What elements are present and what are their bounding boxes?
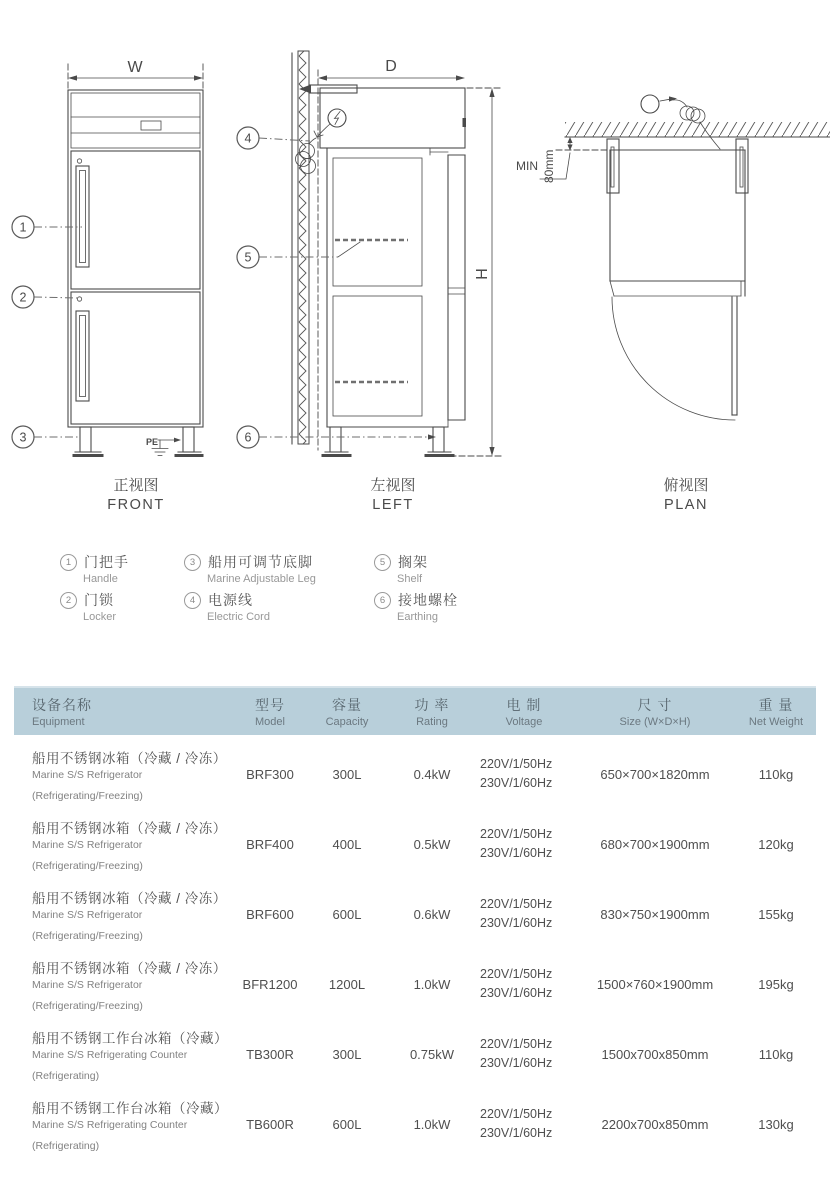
legend-en: Earthing	[397, 611, 438, 623]
front-caption-zh: 正视图	[113, 477, 159, 494]
lower-door	[71, 292, 200, 424]
door-handle-upper	[76, 166, 89, 267]
col-rating-zh: 功 率	[414, 697, 450, 713]
callout-5-num: 5	[244, 250, 252, 265]
door-lock-lower	[77, 297, 81, 301]
legend-item-electric-cord	[184, 590, 316, 623]
col-capacity	[304, 695, 390, 728]
size-cell: 830×750×1900mm	[600, 906, 710, 922]
equipment-sub: (Refrigerating/Freezing)	[32, 999, 143, 1012]
col-equipment	[14, 695, 236, 728]
dim-w-label: W	[127, 59, 143, 76]
door-handle-lower	[76, 311, 89, 401]
leg-left-view-front	[330, 427, 341, 452]
rating-cell: 0.4kW	[413, 766, 451, 782]
model-cell: BRF300	[246, 766, 294, 782]
plug-symbol	[314, 109, 346, 137]
size-cell: 680×700×1900mm	[600, 836, 710, 852]
equipment-en: Marine S/S Refrigerating Counter	[32, 1118, 188, 1131]
weight-cell: 110kg	[758, 1046, 794, 1062]
clearance-label: 80mm	[542, 149, 556, 183]
leg-front-right	[183, 427, 194, 452]
weight-cell: 120kg	[758, 836, 794, 852]
equipment-sub: (Refrigerating/Freezing)	[32, 789, 143, 802]
legend-num-2-icon: 2	[60, 592, 77, 609]
lower-chamber	[333, 296, 422, 416]
voltage-line1: 220V/1/50Hz	[480, 756, 553, 771]
front-caption-en: FRONT	[107, 497, 165, 513]
model-cell: BRF400	[246, 836, 294, 852]
equipment-sub: (Refrigerating)	[32, 1139, 100, 1152]
voltage-line1: 220V/1/50Hz	[480, 896, 553, 911]
col-size-zh: 尺 寸	[637, 697, 673, 713]
size-cell: 2200x700x850mm	[601, 1116, 709, 1132]
table-row	[14, 879, 816, 949]
legend-num-5-icon: 5	[374, 554, 391, 571]
legend-zh: 船用可调节底脚	[208, 554, 313, 570]
size-cell: 650×700×1820mm	[600, 766, 710, 782]
equipment-en: Marine S/S Refrigerating Counter	[32, 1048, 188, 1061]
capacity-cell: 300L	[332, 766, 362, 782]
legend-en: Handle	[83, 573, 118, 585]
equipment-cell	[14, 1097, 236, 1152]
capacity-cell: 400L	[332, 836, 362, 852]
table-header	[14, 686, 816, 735]
equipment-zh: 船用不锈钢工作台冰箱（冷藏）	[32, 1100, 228, 1116]
weight-cell: 195kg	[758, 976, 794, 992]
equipment-en: Marine S/S Refrigerator	[32, 908, 143, 921]
col-weight	[736, 695, 816, 728]
rating-cell: 0.75kW	[409, 1046, 455, 1062]
equipment-zh: 船用不锈钢冰箱（冷藏 / 冷冻）	[32, 890, 227, 906]
callout-2-num: 2	[19, 290, 27, 305]
wall-insulation	[298, 51, 309, 444]
table-row	[14, 739, 816, 809]
model-cell: BRF600	[246, 906, 294, 922]
legend-item-locker	[60, 590, 129, 623]
callout-6-num: 6	[244, 430, 252, 445]
leg-front-left	[80, 427, 91, 452]
legend-num-4-icon: 4	[184, 592, 201, 609]
voltage-line2: 230V/1/60Hz	[480, 1056, 553, 1070]
capacity-cell: 600L	[332, 1116, 362, 1132]
equipment-en: Marine S/S Refrigerator	[32, 978, 143, 991]
voltage-line2: 230V/1/60Hz	[480, 846, 553, 860]
equipment-cell	[14, 1027, 236, 1082]
legend-num-6-icon: 6	[374, 592, 391, 609]
pe-label: PE	[146, 437, 159, 447]
equipment-sub: (Refrigerating/Freezing)	[32, 859, 143, 872]
equipment-zh: 船用不锈钢冰箱（冷藏 / 冷冻）	[32, 820, 227, 836]
legend-zh: 门把手	[84, 554, 129, 570]
col-rating	[390, 695, 474, 728]
equipment-zh: 船用不锈钢工作台冰箱（冷藏）	[32, 1030, 228, 1046]
equipment-en: Marine S/S Refrigerator	[32, 768, 143, 781]
voltage-line1: 220V/1/50Hz	[480, 966, 553, 981]
voltage-cell	[474, 895, 574, 934]
col-model	[236, 695, 304, 728]
callout-3-num: 3	[19, 430, 27, 445]
legend-zh: 门锁	[84, 592, 114, 608]
col-voltage-zh: 电 制	[506, 697, 542, 713]
wall-bracket	[309, 85, 357, 93]
col-capacity-en: Capacity	[325, 716, 369, 728]
upper-chamber	[333, 158, 422, 286]
voltage-cell	[474, 755, 574, 794]
model-cell: BFR1200	[242, 976, 298, 992]
capacity-cell: 1200L	[328, 976, 366, 992]
equipment-cell	[14, 957, 236, 1012]
voltage-cell	[474, 965, 574, 1004]
callout-1-num: 1	[19, 220, 27, 235]
col-voltage	[474, 695, 574, 728]
min-label: MIN	[516, 159, 538, 173]
hinge-mark	[463, 118, 467, 127]
voltage-line2: 230V/1/60Hz	[480, 986, 553, 1000]
plan-caption-en: PLAN	[664, 497, 708, 513]
weight-cell: 110kg	[758, 766, 794, 782]
spec-table	[14, 686, 816, 1159]
legend-zh: 电源线	[208, 592, 253, 608]
voltage-line2: 230V/1/60Hz	[480, 916, 553, 930]
table-row	[14, 1089, 816, 1159]
legend-en: Marine Adjustable Leg	[207, 573, 316, 585]
legend-num-3-icon: 3	[184, 554, 201, 571]
vent-badge	[141, 121, 161, 130]
door-swing	[612, 297, 737, 420]
rating-cell: 0.5kW	[413, 836, 451, 852]
voltage-line1: 220V/1/50Hz	[480, 1106, 553, 1121]
plug-icon	[641, 95, 677, 113]
size-cell: 1500x700x850mm	[601, 1046, 709, 1062]
rating-cell: 0.6kW	[413, 906, 451, 922]
equipment-zh: 船用不锈钢冰箱（冷藏 / 冷冻）	[32, 750, 227, 766]
weight-cell: 130kg	[758, 1116, 794, 1132]
legend-en: Locker	[83, 611, 117, 623]
capacity-cell: 600L	[332, 906, 362, 922]
col-model-zh: 型号	[255, 697, 285, 713]
door-lock-upper	[77, 159, 81, 163]
left-view	[237, 51, 503, 513]
legend-zh: 搁架	[398, 554, 428, 570]
leg-left-view-rear	[433, 427, 444, 452]
size-cell: 1500×760×1900mm	[596, 976, 714, 992]
col-model-en: Model	[255, 716, 285, 728]
capacity-cell: 300L	[332, 1046, 362, 1062]
col-size-en: Size (W×D×H)	[619, 716, 691, 728]
col-rating-en: Rating	[416, 716, 448, 728]
col-weight-zh: 重 量	[758, 697, 794, 713]
plan-view	[516, 95, 830, 513]
callout-4-num: 4	[244, 131, 252, 146]
equipment-zh: 船用不锈钢冰箱（冷藏 / 冷冻）	[32, 960, 227, 976]
voltage-line2: 230V/1/60Hz	[480, 1126, 553, 1140]
col-size	[574, 695, 736, 728]
col-equipment-en: Equipment	[32, 716, 85, 728]
model-cell: TB600R	[246, 1116, 294, 1132]
voltage-line1: 220V/1/50Hz	[480, 1036, 553, 1051]
legend-item-earthing	[374, 590, 458, 623]
legend-en: Shelf	[397, 573, 423, 585]
legend-zh: 接地螺栓	[398, 592, 458, 608]
equipment-sub: (Refrigerating)	[32, 1069, 100, 1082]
rating-cell: 1.0kW	[413, 976, 451, 992]
dim-h-label: H	[474, 268, 491, 280]
equipment-sub: (Refrigerating/Freezing)	[32, 929, 143, 942]
dim-d-label: D	[385, 58, 397, 75]
left-caption-zh: 左视图	[370, 477, 416, 494]
equipment-cell	[14, 887, 236, 942]
col-equipment-zh: 设备名称	[32, 697, 92, 713]
engineering-drawing	[0, 0, 830, 530]
col-capacity-zh: 容量	[332, 697, 362, 713]
equipment-cell	[14, 817, 236, 872]
plan-caption-zh: 俯视图	[663, 477, 709, 494]
upper-door	[71, 151, 200, 289]
voltage-line2: 230V/1/60Hz	[480, 776, 553, 790]
wall-hatch	[565, 122, 830, 137]
left-caption-en: LEFT	[372, 497, 414, 513]
voltage-cell	[474, 825, 574, 864]
voltage-cell	[474, 1105, 574, 1144]
col-voltage-en: Voltage	[505, 716, 543, 728]
table-row	[14, 1019, 816, 1089]
equipment-en: Marine S/S Refrigerator	[32, 838, 143, 851]
rating-cell: 1.0kW	[413, 1116, 451, 1132]
table-row	[14, 809, 816, 879]
col-weight-en: Net Weight	[748, 716, 804, 728]
legend-en: Electric Cord	[207, 611, 270, 623]
legend-item-handle	[60, 552, 129, 585]
voltage-line1: 220V/1/50Hz	[480, 826, 553, 841]
equipment-cell	[14, 747, 236, 802]
table-row	[14, 949, 816, 1019]
table-body	[14, 739, 816, 1159]
front-view	[12, 59, 203, 513]
weight-cell: 155kg	[758, 906, 794, 922]
legend-num-1-icon: 1	[60, 554, 77, 571]
legend-item-adjustable-leg	[184, 552, 316, 585]
voltage-cell	[474, 1035, 574, 1074]
legend-item-shelf	[374, 552, 458, 585]
model-cell: TB300R	[246, 1046, 294, 1062]
